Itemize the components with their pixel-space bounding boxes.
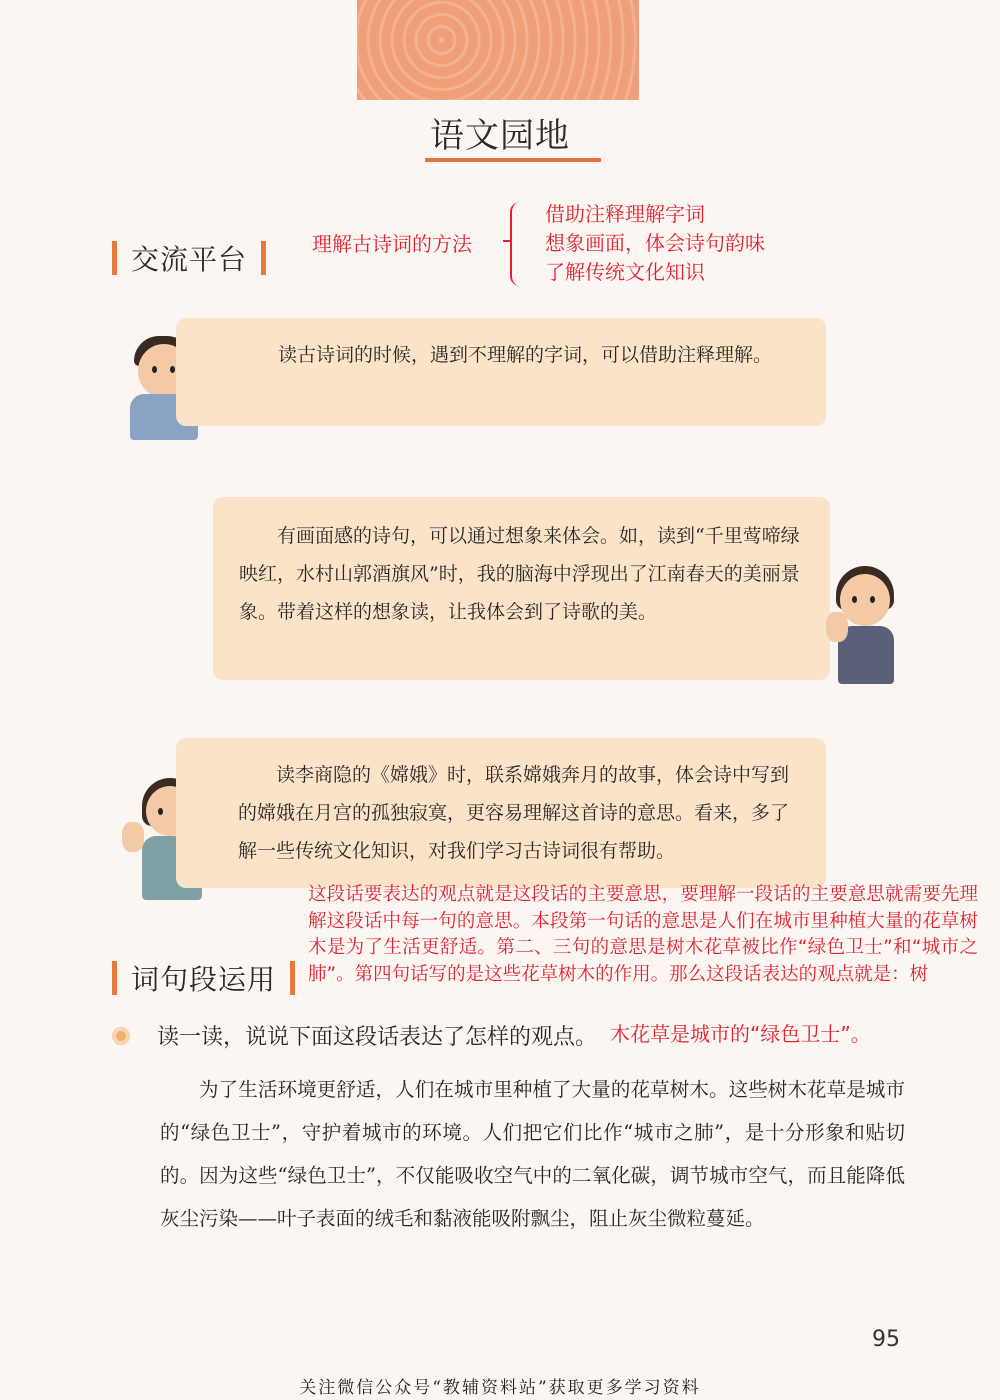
usage-heading-text: 词句段运用 [131, 963, 277, 996]
page-title: 语文园地 [430, 116, 570, 156]
exchange-heading [112, 238, 266, 278]
task-instruction: 读一读，说说下面这段话表达了怎样的观点。 [157, 1025, 598, 1050]
page-number: 95 [872, 1327, 900, 1352]
method-item: 想象画面，体会诗句韵味 [545, 231, 765, 255]
speech-bubble-1 [176, 318, 826, 426]
heading-bar-left [112, 241, 117, 275]
passage-text: 为了生活环境更舒适，人们在城市里种植了大量的花草树木。这些树木花草是城市的“绿色卫士”，守护着城市的环境。人们把它们比作“城市之肺”，是十分形象和贴切的。因为这些“绿色卫士”，不仅能吸收空气中的二氧化碳，调节城市空气，而且能降低灰尘污染——叶子表面的绒毛和黏液能吸附飘尘，阻止灰尘微粒蔓延。 [160, 1078, 905, 1230]
title-underline [425, 158, 601, 162]
usage-heading [112, 958, 295, 998]
bubble-text-3: 读李商隐的《嫦娥》时，联系嫦娥奔月的故事，体会诗中写到的嫦娥在月宫的孤独寂寞，更容易理解这首诗的意思。看来，多了解一些传统文化知识，对我们学习古诗词很有帮助。 [238, 764, 790, 862]
analysis-annotation: 这段话要表达的观点就是这段话的主要意思，要理解一段话的主要意思就需要先理解这段话中每一句的意思。本段第一句话的意思是人们在城市里种植大量的花草树木是为了生活更舒适。第二、三句的意思是树木花草被比作“绿色卫士”和“城市之肺”。第四句话写的是这些花草树木的作用。那么这段话表达的观点就是：树 [308, 884, 978, 985]
speech-bubble-3 [176, 738, 826, 888]
method-annotation: 理解古诗词的方法 [312, 232, 472, 256]
heading-bar-right [290, 961, 295, 995]
brace-mark [510, 202, 526, 286]
heading-bar-left [112, 961, 117, 995]
bubble-text-2: 有画面感的诗句，可以通过想象来体会。如，读到“千里莺啼绿映红，水村山郭酒旗风”时，我的脑海中浮现出了江南春天的美丽景象。带着这样的想象读，让我体会到了诗歌的美。 [239, 525, 800, 623]
heading-bar-right [261, 241, 266, 275]
reading-passage [160, 1068, 905, 1240]
method-list [545, 200, 765, 287]
bubble-text-1: 读古诗词的时候，遇到不理解的字词，可以借助注释理解。 [278, 344, 773, 366]
footer-watermark: 关注微信公众号“教辅资料站”获取更多学习资料 [299, 1378, 701, 1398]
method-item: 了解传统文化知识 [545, 260, 705, 284]
header-decoration [357, 0, 639, 100]
speech-bubble-2 [213, 497, 830, 680]
method-item: 借助注释理解字词 [545, 202, 705, 226]
task-bullet-icon [112, 1027, 130, 1045]
exchange-heading-text: 交流平台 [131, 243, 248, 276]
girl-illustration [822, 562, 902, 684]
task-annotation: 木花草是城市的“绿色卫士”。 [610, 1022, 871, 1046]
